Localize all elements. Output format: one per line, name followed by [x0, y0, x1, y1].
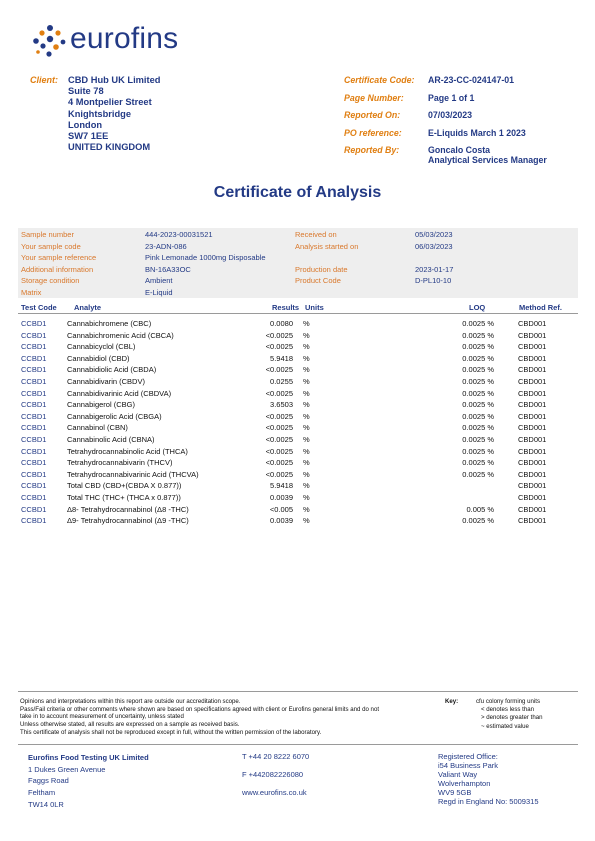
- sample-key: Matrix: [21, 287, 42, 297]
- cell-analyte: Cannabidivarin (CBDV): [67, 376, 145, 386]
- meta-key: PO reference:: [344, 127, 402, 138]
- disclaimer-line: This certificate of analysis shall not be reproduced except in full, without the written permission of the laboratory.: [20, 728, 322, 736]
- cell-result: <0.0025: [265, 446, 293, 456]
- cell-method: CBD001: [518, 342, 547, 352]
- cell-test-code: CCBD1: [21, 319, 47, 328]
- registered-line: i54 Business Park: [438, 761, 499, 771]
- disclaimer-line: Unless otherwise stated, all results are expressed on a sample as received basis.: [20, 721, 240, 729]
- cell-method: CBD001: [518, 365, 547, 375]
- cell-test-code: CCBD1: [21, 353, 47, 363]
- meta-row-reported-on: [344, 110, 584, 128]
- cell-test-code: CCBD1: [21, 376, 47, 386]
- sample-value: 444-2023-00031521: [145, 230, 213, 239]
- table-row: [18, 480, 578, 492]
- table-row: [18, 388, 578, 400]
- registered-line: WV9 5GB: [438, 788, 472, 798]
- cell-analyte: Cannabichromene (CBC): [67, 319, 152, 328]
- meta-key: Certificate Code:: [344, 75, 415, 85]
- table-row: [18, 399, 578, 411]
- table-row: [18, 411, 578, 423]
- cell-test-code: CCBD1: [21, 481, 47, 491]
- cell-test-code: CCBD1: [21, 400, 47, 410]
- table-row: [18, 469, 578, 481]
- table-row: [18, 364, 578, 376]
- meta-value: E-Liquids March 1 2023: [428, 127, 526, 138]
- cell-analyte: Δ9- Tetrahydrocannabinol (Δ9 -THC): [67, 516, 189, 526]
- cell-method: CBD001: [518, 492, 547, 502]
- cell-unit: %: [303, 446, 310, 456]
- cell-method: CBD001: [518, 330, 547, 340]
- cell-analyte: Cannabigerolic Acid (CBGA): [67, 411, 162, 421]
- cell-unit: %: [303, 434, 310, 444]
- meta-row-po-reference: [344, 128, 584, 146]
- cell-loq: 0.0025 %: [462, 353, 494, 363]
- registered-line: Regd in England No: 5009315: [438, 797, 539, 807]
- cell-method: CBD001: [518, 516, 547, 526]
- cell-analyte: Tetrahydrocannabivarin (THCV): [67, 458, 173, 468]
- page-title: Certificate of Analysis: [213, 184, 382, 201]
- cell-loq: 0.0025 %: [462, 434, 494, 444]
- sample-key: Your sample code: [21, 241, 81, 251]
- sample-value: 05/03/2023: [415, 230, 453, 239]
- table-row: [18, 341, 578, 353]
- sample-key: Additional information: [21, 264, 94, 274]
- cell-loq: 0.0025 %: [462, 411, 494, 421]
- key-legend: [476, 698, 543, 731]
- cell-loq: 0.005 %: [466, 504, 494, 514]
- cell-test-code: CCBD1: [21, 458, 47, 468]
- cell-unit: %: [303, 388, 310, 398]
- lab-address: [28, 752, 149, 811]
- cell-result: <0.0025: [265, 458, 293, 468]
- registered-office: [438, 752, 539, 807]
- cell-unit: %: [303, 342, 310, 352]
- lab-name: Eurofins Food Testing UK Limited: [28, 753, 149, 762]
- cell-analyte: Total CBD (CBD+(CBDA X 0.877)): [67, 481, 182, 491]
- cell-result: <0.0025: [265, 330, 293, 340]
- client-line: SW7 1EE: [68, 131, 109, 142]
- disclaimer-line: Opinions and interpretations within this report are outside our accreditation scope.: [20, 698, 241, 705]
- cell-unit: %: [303, 376, 310, 386]
- cell-analyte: Cannabigerol (CBG): [67, 400, 135, 410]
- table-row: [18, 434, 578, 446]
- lab-address-line: Faggs Road: [28, 776, 69, 786]
- cell-unit: %: [303, 504, 310, 514]
- table-row: [18, 330, 578, 342]
- brand-name: eurofins: [70, 22, 179, 55]
- lab-address-line: 1 Dukes Green Avenue: [28, 764, 106, 774]
- meta-row-certificate-code: [344, 75, 584, 93]
- cell-result: <0.0025: [265, 342, 293, 352]
- table-row: [18, 515, 578, 527]
- cell-result: 3.6503: [270, 400, 293, 410]
- client-line: 4 Montpelier Street: [68, 97, 152, 108]
- cell-method: CBD001: [518, 434, 547, 444]
- reporter-title: Analytical Services Manager: [428, 155, 547, 165]
- cell-result: 0.0080: [270, 319, 293, 328]
- cell-analyte: Cannabidiolic Acid (CBDA): [67, 365, 157, 375]
- sample-row: [18, 230, 578, 242]
- registered-line: Wolverhampton: [438, 779, 491, 789]
- cell-unit: %: [303, 481, 310, 491]
- cell-result: 0.0039: [270, 492, 293, 502]
- disclaimer-line: take in to account measurement of uncertainty, unless stated: [20, 713, 184, 721]
- sample-value: Pink Lemonade 1000mg Disposable: [145, 253, 266, 262]
- cell-unit: %: [303, 330, 310, 340]
- cell-loq: 0.0025 %: [462, 469, 494, 479]
- cell-method: CBD001: [518, 469, 547, 479]
- cell-test-code: CCBD1: [21, 434, 47, 444]
- cell-method: CBD001: [518, 353, 547, 363]
- client-address: [68, 75, 160, 153]
- cell-test-code: CCBD1: [21, 516, 47, 526]
- cell-analyte: Cannabicyclol (CBL): [67, 342, 136, 352]
- cell-test-code: CCBD1: [21, 342, 47, 352]
- cell-result: 5.9418: [270, 481, 293, 491]
- meta-key: Reported By:: [344, 145, 400, 155]
- cell-test-code: CCBD1: [21, 492, 47, 502]
- registered-line: Valiant Way: [438, 770, 478, 780]
- cell-method: CBD001: [518, 411, 547, 421]
- cell-unit: %: [303, 353, 310, 363]
- cell-analyte: Cannabidivarinic Acid (CBDVA): [67, 388, 172, 398]
- sample-key: Storage condition: [21, 276, 80, 285]
- cell-loq: 0.0025 %: [462, 423, 494, 433]
- sample-key: Production date: [295, 264, 348, 274]
- cell-test-code: CCBD1: [21, 469, 47, 479]
- eurofins-logo-icon: [30, 24, 70, 60]
- sample-key: Your sample reference: [21, 253, 97, 262]
- results-table-header: [18, 301, 578, 314]
- cell-analyte: Tetrahydrocannabinolic Acid (THCA): [67, 446, 188, 456]
- key-label: Key:: [445, 698, 459, 705]
- certificate-meta: [344, 75, 584, 163]
- cell-unit: %: [303, 411, 310, 421]
- cell-result: 0.0255: [270, 376, 293, 386]
- cell-unit: %: [303, 469, 310, 479]
- divider: [18, 744, 578, 745]
- cell-unit: %: [303, 458, 310, 468]
- cell-test-code: CCBD1: [21, 388, 47, 398]
- lab-fax: F +442082226080: [242, 770, 304, 779]
- cell-unit: %: [303, 492, 310, 502]
- cell-result: <0.0025: [265, 388, 293, 398]
- col-units: Units: [305, 303, 324, 312]
- col-loq: LOQ: [469, 303, 486, 312]
- cell-loq: 0.0025 %: [462, 516, 494, 526]
- lab-website-link[interactable]: www.eurofins.co.uk: [242, 788, 307, 797]
- cell-analyte: Cannabichromenic Acid (CBCA): [67, 330, 174, 340]
- sample-value: D-PL10-10: [415, 276, 452, 285]
- registered-line: Registered Office:: [438, 752, 498, 761]
- cell-method: CBD001: [518, 458, 547, 468]
- cell-method: CBD001: [518, 319, 547, 328]
- client-label: Client:: [30, 75, 58, 85]
- sample-row: [18, 242, 578, 254]
- cell-loq: 0.0025 %: [462, 330, 494, 340]
- sample-value: E-Liquid: [145, 287, 173, 297]
- divider: [18, 691, 578, 692]
- col-results: Results: [272, 303, 300, 312]
- table-row: [18, 492, 578, 504]
- cell-result: <0.0025: [265, 423, 293, 433]
- cell-loq: 0.0025 %: [462, 342, 494, 352]
- key-line: < denotes less than: [481, 706, 535, 714]
- sample-value: BN-16A33OC: [145, 264, 191, 274]
- table-row: [18, 318, 578, 330]
- table-row: [18, 422, 578, 434]
- key-line: cfu colony forming units: [476, 698, 541, 705]
- sample-value: 2023-01-17: [415, 264, 454, 274]
- col-method: Method Ref.: [519, 303, 562, 312]
- cell-loq: 0.0025 %: [462, 400, 494, 410]
- cell-result: <0.005: [269, 504, 293, 514]
- sample-value: 06/03/2023: [415, 241, 453, 251]
- sample-value: 23-ADN-086: [145, 241, 187, 251]
- cell-unit: %: [303, 319, 310, 328]
- cell-method: CBD001: [518, 504, 547, 514]
- cell-result: 0.0039: [270, 516, 293, 526]
- meta-key: Page Number:: [344, 92, 404, 103]
- cell-test-code: CCBD1: [21, 330, 47, 340]
- cell-result: <0.0025: [265, 365, 293, 375]
- meta-value: AR-23-CC-024147-01: [428, 75, 515, 85]
- lab-address-line: TW14 0LR: [28, 799, 64, 809]
- cell-analyte: Cannabidiol (CBD): [67, 353, 130, 363]
- cell-analyte: Total THC (THC+ (THCA x 0.877)): [67, 492, 181, 502]
- col-analyte: Analyte: [74, 303, 102, 312]
- table-row: [18, 457, 578, 469]
- sample-row: [18, 253, 578, 265]
- cell-analyte: Cannabinolic Acid (CBNA): [67, 434, 155, 444]
- cell-result: <0.0025: [265, 411, 293, 421]
- table-row: [18, 376, 578, 388]
- cell-method: CBD001: [518, 446, 547, 456]
- client-line: CBD Hub UK Limited: [68, 75, 161, 85]
- sample-key: Analysis started on: [295, 241, 359, 251]
- table-row: [18, 504, 578, 516]
- cell-result: <0.0025: [265, 434, 293, 444]
- cell-result: <0.0025: [265, 469, 293, 479]
- cell-result: 5.9418: [270, 353, 293, 363]
- sample-info-panel: [18, 228, 578, 298]
- cell-unit: %: [303, 400, 310, 410]
- cell-analyte: Cannabinol (CBN): [67, 423, 128, 433]
- cell-method: CBD001: [518, 388, 547, 398]
- cell-test-code: CCBD1: [21, 365, 47, 375]
- cell-analyte: Δ8- Tetrahydrocannabinol (Δ8 -THC): [67, 504, 189, 514]
- cell-loq: 0.0025 %: [462, 319, 494, 328]
- cell-loq: 0.0025 %: [462, 446, 494, 456]
- meta-value: 07/03/2023: [428, 110, 473, 120]
- cell-method: CBD001: [518, 376, 547, 386]
- sample-row: [18, 265, 578, 277]
- sample-row: [18, 288, 578, 300]
- cell-unit: %: [303, 423, 310, 433]
- sample-key: Product Code: [295, 276, 341, 285]
- cell-method: CBD001: [518, 423, 547, 433]
- cell-test-code: CCBD1: [21, 411, 47, 421]
- table-row: [18, 353, 578, 365]
- cell-method: CBD001: [518, 481, 547, 491]
- client-line: London: [68, 119, 103, 130]
- cell-test-code: CCBD1: [21, 504, 47, 514]
- disclaimer-line: Pass/Fail criteria or other comments where shown are based on specifications agreed with client or Eurofins general limits and do not: [20, 705, 380, 713]
- client-line: Suite 78: [68, 86, 104, 97]
- cell-loq: 0.0025 %: [462, 388, 494, 398]
- key-line: ~ estimated value: [481, 722, 529, 730]
- lab-phone: T +44 20 8222 6070: [242, 752, 310, 761]
- meta-value: Goncalo Costa: [428, 145, 491, 155]
- meta-row-page-number: [344, 93, 584, 111]
- sample-row: [18, 276, 578, 288]
- sample-value: Ambient: [145, 276, 173, 285]
- meta-key: Reported On:: [344, 110, 401, 120]
- cell-method: CBD001: [518, 400, 547, 410]
- meta-value: Page 1 of 1: [428, 92, 475, 103]
- key-line: > denotes greater than: [481, 714, 543, 722]
- client-line: UNITED KINGDOM: [68, 142, 151, 153]
- results-table-body: [18, 318, 578, 527]
- lab-address-line: Feltham: [28, 788, 56, 798]
- cell-loq: 0.0025 %: [462, 365, 494, 375]
- sample-key: Sample number: [21, 230, 74, 239]
- cell-loq: 0.0025 %: [462, 376, 494, 386]
- client-line: Knightsbridge: [68, 108, 132, 119]
- col-test-code: Test Code: [21, 303, 57, 312]
- cell-test-code: CCBD1: [21, 446, 47, 456]
- sample-key: Received on: [295, 230, 337, 239]
- cell-unit: %: [303, 516, 310, 526]
- cell-loq: 0.0025 %: [462, 458, 494, 468]
- disclaimer: [20, 698, 440, 737]
- cell-unit: %: [303, 365, 310, 375]
- table-row: [18, 446, 578, 458]
- cell-test-code: CCBD1: [21, 423, 47, 433]
- cell-analyte: Tetrahydrocannabivarinic Acid (THCVA): [67, 469, 199, 479]
